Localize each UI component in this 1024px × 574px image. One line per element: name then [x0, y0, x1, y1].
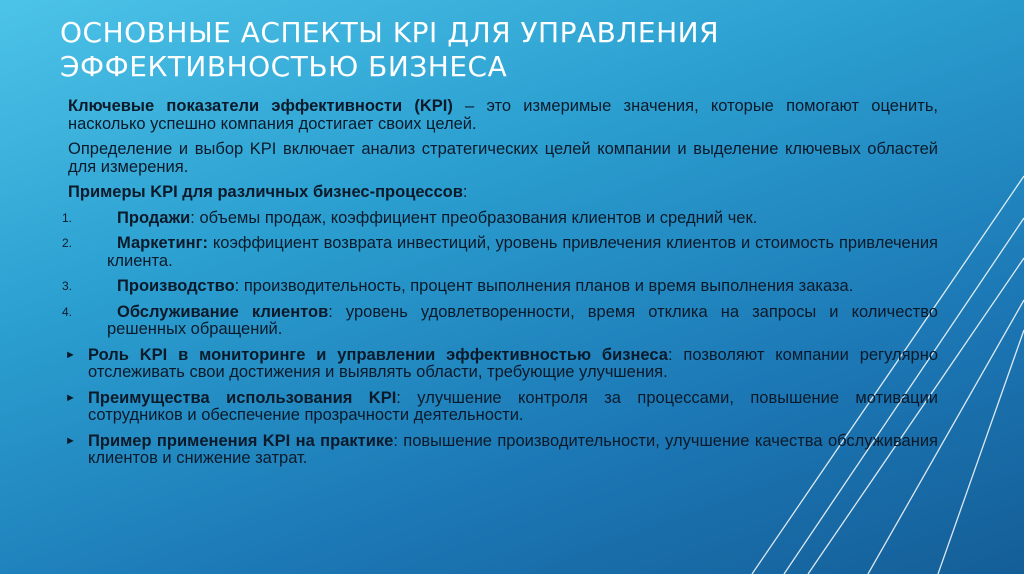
- bullet-item: [60, 347, 938, 382]
- list-item: [60, 304, 938, 339]
- list-item-sep: :: [234, 277, 240, 295]
- bullet-item: [60, 390, 938, 425]
- slide-title: ОСНОВНЫЕ АСПЕКТЫ KPI ДЛЯ УПРАВЛЕНИЯ ЭФФЕКТИВНОСТЬЮ БИЗНЕСА: [60, 16, 720, 83]
- bullet-text: позволяют компании регулярно отслеживать свои достижения и выявлять области, требующие улучшения.: [88, 345, 938, 381]
- list-item-text: объемы продаж, коэффициент преобразования клиентов и средний чек.: [194, 208, 758, 227]
- bullet-head: Роль KPI в мониторинге и управлении эффективностью бизнеса: [88, 345, 668, 364]
- intro-bold: Ключевые показатели эффективности (KPI): [68, 97, 453, 115]
- triangle-right-icon: ►: [65, 391, 76, 404]
- list-number: 1.: [62, 210, 73, 225]
- list-item-head: Маркетинг:: [117, 234, 208, 252]
- intro-paragraph: [68, 98, 938, 133]
- bullet-text: улучшение контроля за процессами, повышение мотивации сотрудников и обеспечение прозрачности деятельности.: [88, 388, 939, 424]
- list-item: [60, 235, 938, 270]
- examples-heading-text: Примеры KPI для различных бизнес-процессов: [68, 183, 463, 201]
- list-item-sep: :: [190, 208, 195, 227]
- list-number: 3.: [62, 279, 73, 293]
- list-item: [60, 278, 938, 296]
- bullet-head: Преимущества использования KPI: [88, 388, 397, 407]
- list-item-text: коэффициент возврата инвестиций, уровень привлечения клиентов и стоимость привлечения клиента.: [107, 234, 938, 270]
- bullet-head: Пример применения KPI на практике: [88, 431, 394, 450]
- list-item-head: Продажи: [117, 208, 191, 227]
- list-number: 4.: [62, 304, 73, 319]
- examples-heading-colon: :: [462, 183, 468, 201]
- triangle-right-icon: ►: [65, 348, 76, 361]
- list-item-text: уровень удовлетворенности, время отклика на запросы и количество решенных обращений.: [107, 302, 938, 338]
- bullet-sep: :: [396, 388, 401, 407]
- list-item-sep: :: [328, 302, 333, 321]
- list-number: 2.: [62, 236, 73, 250]
- bullet-sep: :: [667, 345, 673, 364]
- definition-paragraph: Определение и выбор KPI включает анализ стратегических целей компании и выделение ключевых областей для измерения.: [68, 140, 938, 176]
- bullet-sep: :: [393, 431, 398, 450]
- slide-body: [60, 98, 938, 476]
- list-item: [60, 210, 938, 228]
- intro-text: – это измеримые значения, которые помогают оценить, насколько успешно компания достигает своих целей.: [68, 97, 938, 133]
- bullet-text: повышение производительности, улучшение качества обслуживания клиентов и снижение затрат.: [88, 431, 938, 467]
- triangle-right-icon: ►: [65, 434, 76, 447]
- list-item-head: Производство: [117, 277, 235, 295]
- examples-heading: [68, 184, 938, 202]
- list-item-head: Обслуживание клиентов: [117, 302, 329, 321]
- bullet-item: [60, 433, 938, 468]
- list-item-text: производительность, процент выполнения планов и время выполнения заказа.: [239, 277, 854, 295]
